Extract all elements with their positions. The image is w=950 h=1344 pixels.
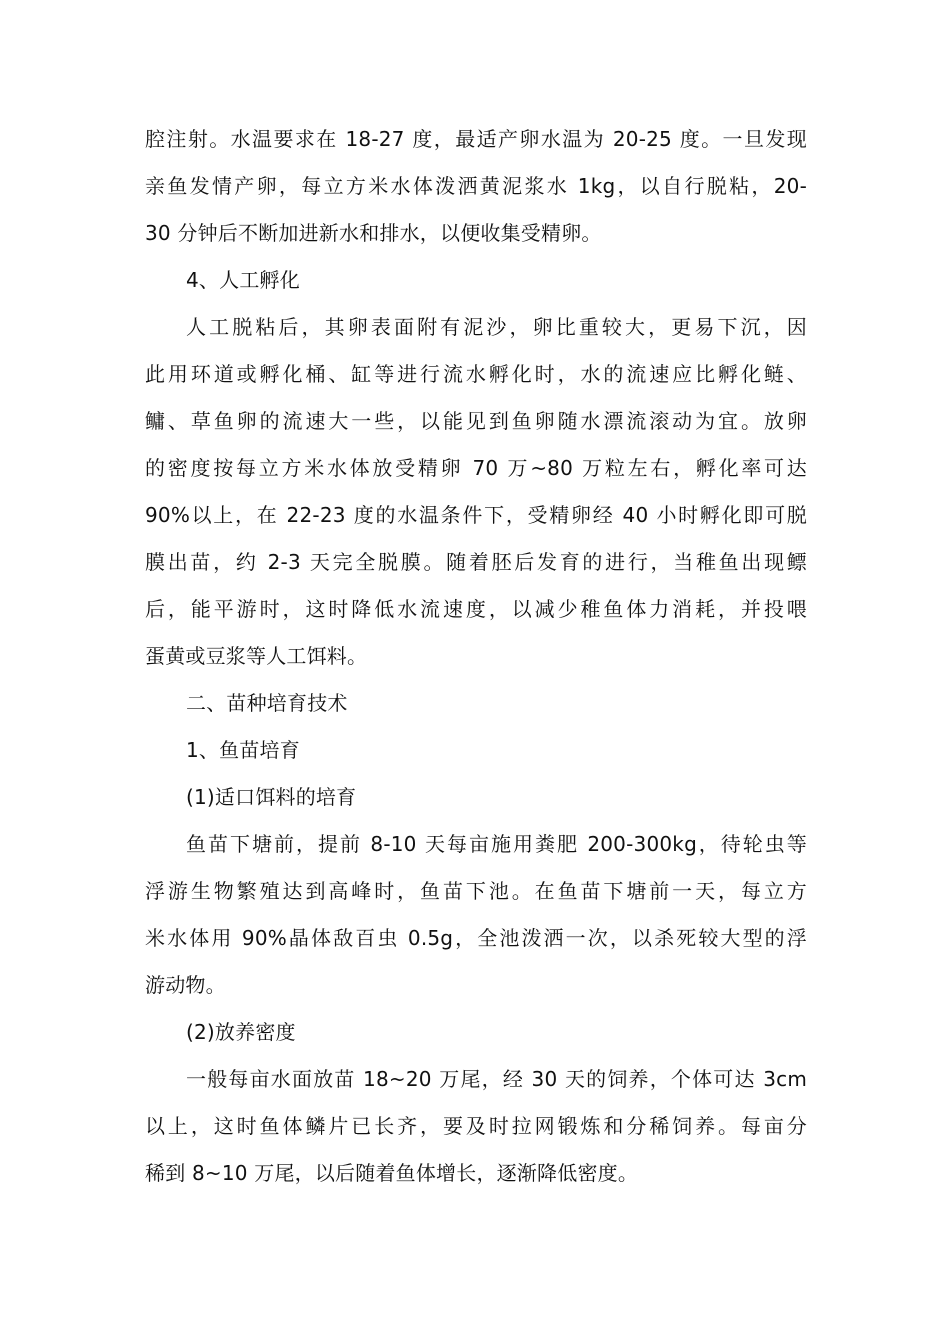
- paragraph-line: 以上，这时鱼体鳞片已长齐，要及时拉网锻炼和分稀饲养。每亩分: [145, 1114, 807, 1138]
- paragraph-line: 鳙、草鱼卵的流速大一些，以能见到鱼卵随水漂流滚动为宜。放卵: [145, 409, 807, 433]
- paragraph-line: 90%以上，在 22-23 度的水温条件下，受精卵经 40 小时孵化即可脱: [145, 503, 807, 527]
- subsection-heading: 1、鱼苗培育: [186, 738, 300, 762]
- subsection-heading: (1)适口饵料的培育: [186, 785, 357, 809]
- section-heading: 4、人工孵化: [186, 268, 300, 292]
- paragraph-line: 鱼苗下塘前，提前 8-10 天每亩施用粪肥 200-300kg，待轮虫等: [186, 832, 807, 856]
- paragraph-line: 米水体用 90%晶体敌百虫 0.5g，全池泼洒一次，以杀死较大型的浮: [145, 926, 807, 950]
- document-body: [145, 116, 807, 1197]
- paragraph-line: 亲鱼发情产卵，每立方米水体泼洒黄泥浆水 1kg，以自行脱粘，20-: [145, 174, 807, 198]
- subsection-heading: (2)放养密度: [186, 1020, 296, 1044]
- paragraph-line: 一般每亩水面放苗 18~20 万尾，经 30 天的饲养，个体可达 3cm: [186, 1067, 807, 1091]
- paragraph-line: 游动物。: [145, 973, 226, 997]
- paragraph-line: 后，能平游时，这时降低水流速度，以减少稚鱼体力消耗，并投喂: [145, 597, 807, 621]
- paragraph-line: 浮游生物繁殖达到高峰时，鱼苗下池。在鱼苗下塘前一天，每立方: [145, 879, 807, 903]
- paragraph-line: 腔注射。水温要求在 18-27 度，最适产卵水温为 20-25 度。一旦发现: [145, 127, 807, 151]
- paragraph-line: 30 分钟后不断加进新水和排水，以便收集受精卵。: [145, 221, 602, 245]
- section-heading: 二、苗种培育技术: [186, 691, 348, 715]
- paragraph-line: 稀到 8~10 万尾，以后随着鱼体增长，逐渐降低密度。: [145, 1161, 639, 1185]
- paragraph-line: 膜出苗，约 2-3 天完全脱膜。随着胚后发育的进行，当稚鱼出现鳔: [145, 550, 807, 574]
- paragraph-line: 人工脱粘后，其卵表面附有泥沙，卵比重较大，更易下沉，因: [186, 315, 807, 339]
- paragraph-line: 此用环道或孵化桶、缸等进行流水孵化时，水的流速应比孵化鲢、: [145, 362, 807, 386]
- paragraph-line: 的密度按每立方米水体放受精卵 70 万~80 万粒左右，孵化率可达: [145, 456, 807, 480]
- paragraph-line: 蛋黄或豆浆等人工饵料。: [145, 644, 368, 668]
